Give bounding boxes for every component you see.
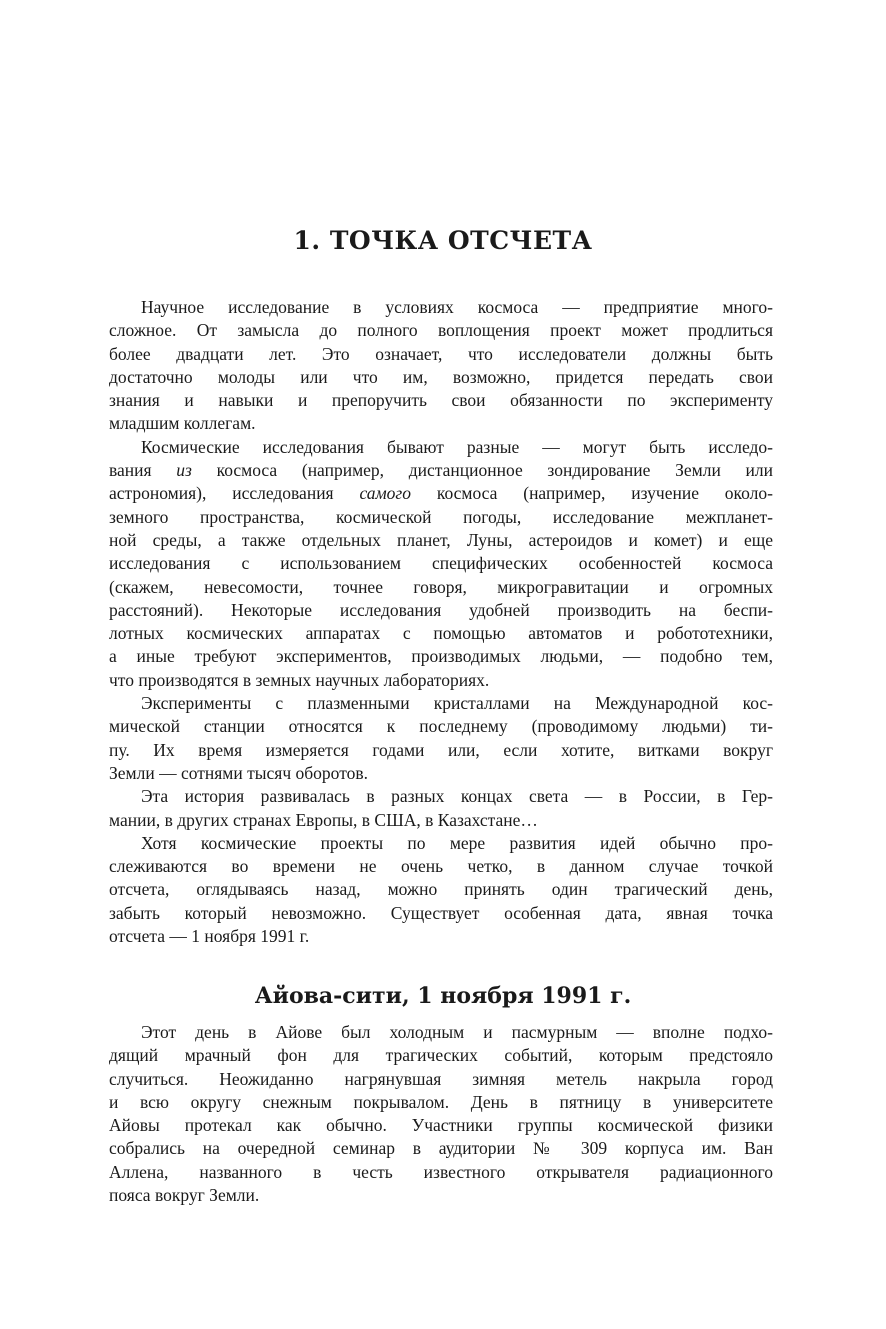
text-line: пу. Их время измеряется годами или, если хотите, витками вокруг: [109, 739, 773, 760]
text-line: ной среды, а также отдельных планет, Луны, астероидов и комет) и еще: [109, 529, 773, 550]
text-line: отсчета — 1 ноября 1991 г.: [109, 926, 310, 947]
body-text-block-1: [109, 296, 773, 948]
body-text-block-2: [109, 1021, 773, 1207]
text-line: более двадцати лет. Это означает, что исследователи должны быть: [109, 343, 773, 364]
text-line: расстояний). Некоторые исследования удобней производить на беспи-: [109, 599, 773, 620]
italic-text-run: из: [176, 460, 192, 481]
text-run: вания: [109, 460, 177, 481]
text-line: Земли — сотнями тысяч оборотов.: [109, 762, 368, 783]
text-line: [109, 459, 773, 482]
text-line: младшим коллегам.: [109, 413, 256, 434]
text-line: что производятся в земных научных лабораториях.: [109, 669, 490, 690]
text-run: космоса (например, изучение около-: [411, 483, 773, 504]
text-line: сложное. От замысла до полного воплощения проект может продлиться: [109, 320, 773, 341]
text-line: Эта история развивалась в разных концах света — в России, в Гер-: [141, 786, 773, 807]
text-line: случиться. Неожиданно нагрянувшая зимняя метель накрыла город: [109, 1068, 773, 1089]
text-line: земного пространства, космической погоды, исследование межпланет-: [109, 506, 773, 527]
text-line: лотных космических аппаратах с помощью автоматов и робототехники,: [109, 623, 773, 644]
text-line: Аллена, названного в честь известного открывателя радиационного: [109, 1161, 773, 1182]
text-line: пояса вокруг Земли.: [109, 1185, 260, 1206]
text-line: Айовы протекал как обычно. Участники группы космической физики: [109, 1115, 773, 1136]
text-line: Космические исследования бывают разные — могут быть исследо-: [141, 436, 773, 457]
text-line: (скажем, невесомости, точнее говоря, микрогравитации и огромных: [109, 576, 773, 597]
text-line: Хотя космические проекты по мере развития идей обычно про-: [141, 832, 773, 853]
text-line: мической станции относятся к последнему (проводимому людьми) ти-: [109, 716, 773, 737]
text-line: исследования с использованием специфических особенностей космоса: [109, 553, 773, 574]
text-line: мании, в других странах Европы, в США, в Казахстане…: [109, 809, 538, 830]
text-line: а иные требуют экспериментов, производимых людьми, — подобно тем,: [109, 646, 773, 667]
text-line: достаточно молоды или что им, возможно, придется передать свои: [109, 366, 773, 387]
chapter-title: 1. ТОЧКА ОТСЧЕТА: [293, 226, 593, 255]
section-title: Айова-сити, 1 ноября 1991 г.: [254, 983, 632, 1009]
italic-text-run: самого: [359, 483, 411, 504]
text-line: [109, 482, 773, 505]
text-line: собрались на очередной семинар в аудитории № 309 корпуса им. Ван: [109, 1138, 773, 1159]
text-line: Научное исследование в условиях космоса — предприятие много-: [141, 297, 773, 317]
text-run: астрономия), исследования: [109, 483, 360, 504]
text-line: знания и навыки и препоручить свои обязанности по эксперименту: [109, 390, 773, 411]
text-line: слеживаются во времени не очень четко, в данном случае точкой: [109, 856, 773, 877]
text-run: космоса (например, дистанционное зондирование Земли или: [191, 460, 773, 481]
text-line: отсчета, оглядываясь назад, можно принять один трагический день,: [109, 879, 773, 900]
text-line: и всю округу снежным покрывалом. День в пятницу в университете: [109, 1091, 773, 1112]
text-line: Этот день в Айове был холодным и пасмурным — вполне подхо-: [141, 1022, 773, 1042]
text-line: дящий мрачный фон для трагических событий, которым предстояло: [109, 1045, 773, 1066]
text-line: забыть который невозможно. Существует особенная дата, явная точка: [109, 902, 773, 923]
text-line: Эксперименты с плазменными кристаллами на Международной кос-: [141, 693, 773, 714]
